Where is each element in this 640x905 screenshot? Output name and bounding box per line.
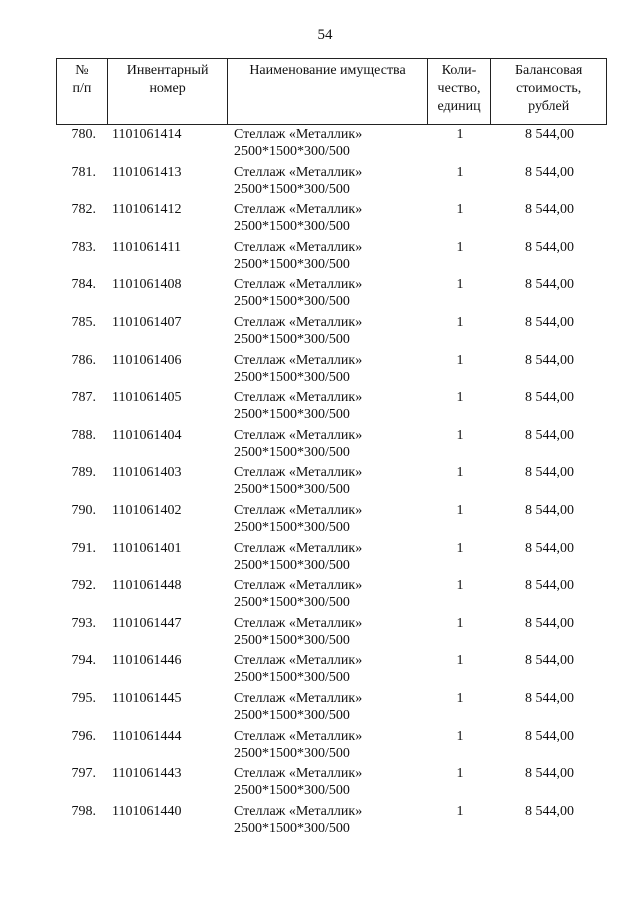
balance-cost: 8 544,00 — [525, 502, 574, 518]
quantity: 1 — [456, 352, 464, 368]
header-num-line: № — [75, 63, 89, 78]
balance-cost: 8 544,00 — [525, 465, 574, 481]
property-name — [234, 464, 362, 498]
inventory-number: 1101061408 — [112, 277, 182, 293]
property-dimensions: 2500*1500*300/500 — [234, 482, 350, 498]
property-name — [234, 728, 362, 762]
quantity: 1 — [456, 390, 464, 406]
property-name-line: Стеллаж «Металлик» — [234, 690, 363, 706]
row-number: 787. — [71, 390, 96, 406]
quantity: 1 — [456, 578, 464, 594]
property-name — [234, 389, 362, 423]
property-dimensions: 2500*1500*300/500 — [234, 595, 350, 611]
property-name — [234, 352, 362, 386]
property-name — [234, 690, 362, 724]
inventory-number: 1101061444 — [112, 728, 182, 744]
inventory-number: 1101061411 — [112, 239, 181, 255]
table-row — [56, 163, 607, 201]
property-name-line: Стеллаж «Металлик» — [234, 465, 363, 481]
balance-cost: 8 544,00 — [525, 277, 574, 293]
header-cost — [491, 59, 606, 124]
property-name-line: Стеллаж «Металлик» — [234, 390, 363, 406]
page-number: 54 — [317, 27, 333, 43]
property-name — [234, 540, 362, 574]
header-name — [228, 59, 427, 124]
inventory-number: 1101061446 — [112, 653, 182, 669]
row-number: 795. — [71, 690, 96, 706]
row-number: 784. — [71, 277, 96, 293]
quantity: 1 — [456, 202, 464, 218]
table-row — [56, 351, 607, 389]
inventory-number: 1101061447 — [112, 615, 182, 631]
property-name-line: Стеллаж «Металлик» — [234, 615, 363, 631]
property-dimensions: 2500*1500*300/500 — [234, 219, 350, 235]
row-number: 798. — [71, 803, 96, 819]
balance-cost: 8 544,00 — [525, 390, 574, 406]
property-name-line: Стеллаж «Металлик» — [234, 164, 363, 180]
row-number: 780. — [71, 127, 96, 142]
property-name-line: Стеллаж «Металлик» — [234, 127, 363, 142]
quantity: 1 — [456, 465, 464, 481]
property-name — [234, 615, 362, 649]
balance-cost: 8 544,00 — [525, 314, 574, 330]
table-body — [56, 124, 607, 839]
balance-cost: 8 544,00 — [525, 164, 574, 180]
quantity: 1 — [456, 728, 464, 744]
inventory-number: 1101061413 — [112, 164, 182, 180]
header-quantity-line: чество, — [437, 81, 481, 96]
inventory-number: 1101061440 — [112, 803, 182, 819]
row-number: 785. — [71, 314, 96, 330]
row-number: 796. — [71, 728, 96, 744]
row-number: 782. — [71, 202, 96, 218]
property-name-line: Стеллаж «Металлик» — [234, 314, 363, 330]
quantity: 1 — [456, 239, 464, 255]
balance-cost: 8 544,00 — [525, 352, 574, 368]
inventory-number: 1101061403 — [112, 465, 182, 481]
property-dimensions: 2500*1500*300/500 — [234, 707, 350, 723]
property-dimensions: 2500*1500*300/500 — [234, 369, 350, 385]
property-name-line: Стеллаж «Металлик» — [234, 239, 363, 255]
balance-cost: 8 544,00 — [525, 653, 574, 669]
quantity: 1 — [456, 314, 464, 330]
property-dimensions: 2500*1500*300/500 — [234, 144, 350, 159]
quantity: 1 — [456, 766, 464, 782]
header-quantity-line: Коли- — [441, 63, 477, 78]
balance-cost: 8 544,00 — [525, 615, 574, 631]
inventory-number: 1101061412 — [112, 202, 182, 218]
balance-cost: 8 544,00 — [525, 239, 574, 255]
quantity: 1 — [456, 127, 464, 142]
quantity: 1 — [456, 540, 464, 556]
table-row — [56, 614, 607, 652]
header-inventory-line: номер — [149, 81, 186, 96]
table-row — [56, 275, 607, 313]
table-row — [56, 539, 607, 577]
row-number: 797. — [71, 766, 96, 782]
property-name — [234, 765, 362, 799]
property-name-line: Стеллаж «Металлик» — [234, 202, 363, 218]
header-num — [57, 59, 108, 124]
property-name-line: Стеллаж «Металлик» — [234, 728, 363, 744]
table-row — [56, 727, 607, 765]
inventory-number: 1101061405 — [112, 390, 182, 406]
property-name-line: Стеллаж «Металлик» — [234, 352, 363, 368]
balance-cost: 8 544,00 — [525, 690, 574, 706]
table-row — [56, 689, 607, 727]
inventory-number: 1101061406 — [112, 352, 182, 368]
balance-cost: 8 544,00 — [525, 803, 574, 819]
row-number: 783. — [71, 239, 96, 255]
row-number: 786. — [71, 352, 96, 368]
header-quantity-line: единиц — [437, 99, 481, 114]
quantity: 1 — [456, 427, 464, 443]
property-name — [234, 577, 362, 611]
property-dimensions: 2500*1500*300/500 — [234, 557, 350, 573]
inventory-number: 1101061414 — [112, 127, 182, 142]
balance-cost: 8 544,00 — [525, 127, 574, 142]
property-name — [234, 502, 362, 536]
balance-cost: 8 544,00 — [525, 427, 574, 443]
property-dimensions: 2500*1500*300/500 — [234, 745, 350, 761]
property-name — [234, 427, 362, 461]
table-row — [56, 651, 607, 689]
property-name-line: Стеллаж «Металлик» — [234, 427, 363, 443]
quantity: 1 — [456, 615, 464, 631]
inventory-number: 1101061445 — [112, 690, 182, 706]
quantity: 1 — [456, 803, 464, 819]
table-header — [56, 58, 607, 124]
property-name-line: Стеллаж «Металлик» — [234, 502, 363, 518]
header-cost-line: Балансовая — [515, 63, 583, 78]
header-cost-line: стоимость, — [516, 81, 582, 96]
table-row — [56, 463, 607, 501]
inventory-number: 1101061443 — [112, 766, 182, 782]
inventory-number: 1101061448 — [112, 578, 182, 594]
table-row — [56, 125, 607, 163]
table-row — [56, 802, 607, 840]
inventory-number: 1101061402 — [112, 502, 182, 518]
table-row — [56, 238, 607, 276]
table-row — [56, 200, 607, 238]
property-dimensions: 2500*1500*300/500 — [234, 256, 350, 272]
property-name — [234, 239, 362, 273]
table-row — [56, 764, 607, 802]
property-name — [234, 314, 362, 348]
property-name-line: Стеллаж «Металлик» — [234, 766, 363, 782]
property-name-line: Стеллаж «Металлик» — [234, 578, 363, 594]
row-number: 781. — [71, 164, 96, 180]
property-name-line: Стеллаж «Металлик» — [234, 803, 363, 819]
row-number: 792. — [71, 578, 96, 594]
property-name — [234, 276, 362, 310]
quantity: 1 — [456, 690, 464, 706]
property-dimensions: 2500*1500*300/500 — [234, 632, 350, 648]
inventory-number: 1101061404 — [112, 427, 182, 443]
quantity: 1 — [456, 277, 464, 293]
balance-cost: 8 544,00 — [525, 540, 574, 556]
property-name — [234, 201, 362, 235]
row-number: 793. — [71, 615, 96, 631]
quantity: 1 — [456, 164, 464, 180]
table-row — [56, 388, 607, 426]
row-number: 789. — [71, 465, 96, 481]
header-num-line: п/п — [72, 81, 92, 96]
header-cost-line: рублей — [528, 99, 570, 114]
row-number: 794. — [71, 653, 96, 669]
header-name-line: Наименование имущества — [249, 63, 406, 78]
property-name-line: Стеллаж «Металлик» — [234, 277, 363, 293]
balance-cost: 8 544,00 — [525, 578, 574, 594]
row-number: 788. — [71, 427, 96, 443]
header-quantity — [428, 59, 492, 124]
table-row — [56, 313, 607, 351]
row-number: 791. — [71, 540, 96, 556]
property-name — [234, 652, 362, 686]
header-inventory — [108, 59, 229, 124]
property-dimensions: 2500*1500*300/500 — [234, 670, 350, 686]
quantity: 1 — [456, 653, 464, 669]
row-number: 790. — [71, 502, 96, 518]
property-dimensions: 2500*1500*300/500 — [234, 407, 350, 423]
balance-cost: 8 544,00 — [525, 728, 574, 744]
inventory-number: 1101061401 — [112, 540, 182, 556]
property-dimensions: 2500*1500*300/500 — [234, 294, 350, 310]
table-row — [56, 576, 607, 614]
property-name — [234, 126, 362, 160]
balance-cost: 8 544,00 — [525, 202, 574, 218]
property-name-line: Стеллаж «Металлик» — [234, 540, 363, 556]
property-dimensions: 2500*1500*300/500 — [234, 331, 350, 347]
property-dimensions: 2500*1500*300/500 — [234, 783, 350, 799]
property-dimensions: 2500*1500*300/500 — [234, 181, 350, 197]
table-row — [56, 426, 607, 464]
property-dimensions: 2500*1500*300/500 — [234, 444, 350, 460]
table-row — [56, 501, 607, 539]
property-dimensions: 2500*1500*300/500 — [234, 519, 350, 535]
balance-cost: 8 544,00 — [525, 766, 574, 782]
property-name-line: Стеллаж «Металлик» — [234, 653, 363, 669]
property-name — [234, 164, 362, 198]
header-inventory-line: Инвентарный — [126, 63, 209, 78]
quantity: 1 — [456, 502, 464, 518]
property-dimensions: 2500*1500*300/500 — [234, 820, 350, 836]
property-name — [234, 803, 362, 837]
inventory-number: 1101061407 — [112, 314, 182, 330]
